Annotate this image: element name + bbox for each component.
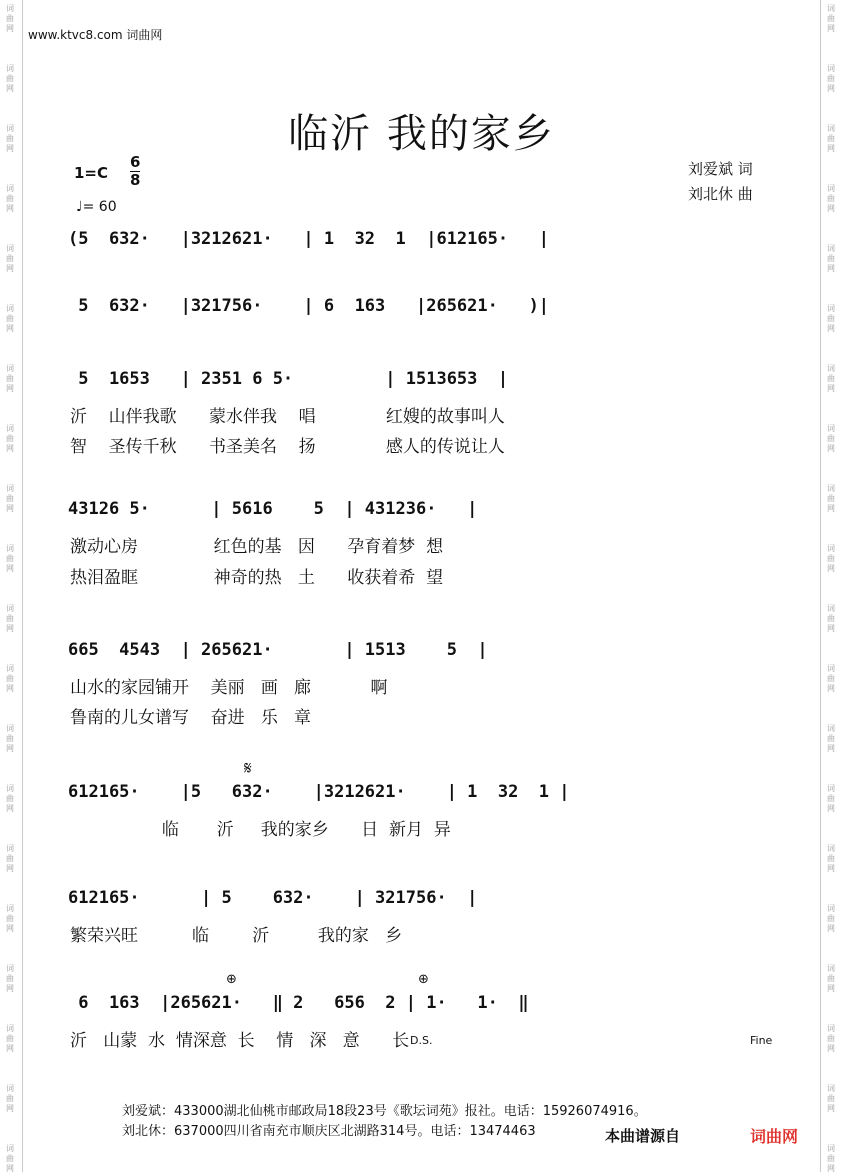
side-watermark-text: 词 曲 网 xyxy=(827,484,835,513)
side-watermark-text: 词 曲 网 xyxy=(827,1144,835,1173)
notes-line-8: 6 163 |265621· ‖ 2 656 2 | 1· 1· ‖ xyxy=(68,993,529,1013)
side-watermark-text: 词 曲 网 xyxy=(6,184,14,213)
side-watermark-text: 词 曲 网 xyxy=(6,544,14,573)
side-watermark-text: 词 曲 网 xyxy=(827,304,835,333)
lyrics-line-3-verse-2: 智 圣传千秋 书圣美名 扬 感人的传说让人 xyxy=(70,437,505,457)
song-title: 临沂 我的家乡 xyxy=(288,111,555,157)
side-watermark-text: 词 曲 网 xyxy=(6,1084,14,1113)
coda-sign-2: ⊕ xyxy=(418,972,429,987)
side-watermark-text: 词 曲 网 xyxy=(827,64,835,93)
notes-line-4: 43126 5· | 5616 5 | 431236· | xyxy=(68,499,478,519)
side-watermark-text: 词 曲 网 xyxy=(6,304,14,333)
lyrics-line-3-verse-1: 沂 山伴我歌 蒙水伴我 唱 红嫂的故事叫人 xyxy=(70,407,505,427)
side-watermark-text: 词 曲 网 xyxy=(6,964,14,993)
side-watermark-text: 词 曲 网 xyxy=(6,244,14,273)
notes-line-2: 5 632· |321756· | 6 163 |265621· )| xyxy=(68,296,550,316)
side-watermark-text: 词 曲 网 xyxy=(6,1024,14,1053)
site-logo: 词曲网 xyxy=(750,1127,799,1146)
lyrics-line-4-verse-1: 激动心房 红色的基 因 孕育着梦 想 xyxy=(70,537,444,557)
side-watermark-text: 词 曲 网 xyxy=(827,1024,835,1053)
side-watermark-text: 词 曲 网 xyxy=(6,664,14,693)
lyrics-line-6: 临 沂 我的家乡 日 新月 异 xyxy=(70,820,451,840)
notes-line-6: 612165· |5 632· |3212621· | 1 32 1 | xyxy=(68,782,570,802)
side-watermark-text: 词 曲 网 xyxy=(827,4,835,33)
side-watermark-text: 词 曲 网 xyxy=(827,724,835,753)
side-watermark-text: 词 曲 网 xyxy=(6,484,14,513)
time-bottom: 8 xyxy=(130,171,141,189)
side-watermark-text: 词 曲 网 xyxy=(827,544,835,573)
composer-credit: 刘北休 曲 xyxy=(688,185,753,203)
side-watermark-text: 词 曲 网 xyxy=(827,364,835,393)
footer-lyricist-address: 刘爱斌：433000湖北仙桃市邮政局18段23号《歌坛词苑》报社。电话：15926074916。 xyxy=(122,1104,647,1119)
notes-line-1: (5 632· |3212621· | 1 32 1 |612165· | xyxy=(68,229,550,249)
tempo-mark: ♩= 60 xyxy=(76,199,117,215)
side-watermark-text: 词 曲 网 xyxy=(827,124,835,153)
side-watermark-text: 词 曲 网 xyxy=(827,244,835,273)
notes-line-3: 5 1653 | 2351 6 5· | 1513653 | xyxy=(68,369,509,389)
side-watermark-text: 词 曲 网 xyxy=(827,184,835,213)
side-watermark-text: 词 曲 网 xyxy=(6,1144,14,1173)
lyrics-line-5-verse-2: 鲁南的儿女谱写 奋进 乐 章 xyxy=(70,708,312,728)
side-watermark-text: 词 曲 网 xyxy=(6,4,14,33)
side-watermark-text: 词 曲 网 xyxy=(6,844,14,873)
lyrics-line-7: 繁荣兴旺 临 沂 我的家 乡 xyxy=(70,926,403,946)
side-watermark-text: 词 曲 网 xyxy=(827,904,835,933)
side-watermark-text: 词 曲 网 xyxy=(6,424,14,453)
lyrics-line-5-verse-1: 山水的家园铺开 美丽 画 廊 啊 xyxy=(70,678,388,698)
footer-composer-address: 刘北休：637000四川省南充市顺庆区北湖路314号。电话：13474463 xyxy=(122,1124,536,1139)
source-label: 本曲谱源自 xyxy=(605,1127,681,1145)
site-watermark: www.ktvc8.com 词曲网 xyxy=(28,28,163,42)
notes-line-7: 612165· | 5 632· | 321756· | xyxy=(68,888,478,908)
time-top: 6 xyxy=(130,153,141,171)
fine-mark: Fine xyxy=(750,1034,773,1047)
side-watermark-text: 词 曲 网 xyxy=(6,364,14,393)
notes-line-5: 665 4543 | 265621· | 1513 5 | xyxy=(68,640,488,660)
coda-sign-1: ⊕ xyxy=(226,972,237,987)
ds-mark: D.S. xyxy=(410,1034,433,1047)
side-watermark-text: 词 曲 网 xyxy=(827,964,835,993)
side-watermark-text: 词 曲 网 xyxy=(827,1084,835,1113)
side-watermark-text: 词 曲 网 xyxy=(827,784,835,813)
side-watermark-text: 词 曲 网 xyxy=(6,784,14,813)
side-watermark-text: 词 曲 网 xyxy=(6,724,14,753)
segno-sign: 𝄋 xyxy=(244,758,252,779)
side-watermark-text: 词 曲 网 xyxy=(6,124,14,153)
side-watermark-text: 词 曲 网 xyxy=(827,664,835,693)
key-signature: 1=C xyxy=(74,164,109,182)
side-watermark-text: 词 曲 网 xyxy=(827,844,835,873)
lyrics-line-4-verse-2: 热泪盈眶 神奇的热 土 收获着希 望 xyxy=(70,568,444,588)
side-watermark-text: 词 曲 网 xyxy=(827,424,835,453)
side-watermark-text: 词 曲 网 xyxy=(6,64,14,93)
lyrics-line-8: 沂 山蒙 水 情深意 长 情 深 意 长 xyxy=(70,1031,410,1051)
side-watermark-text: 词 曲 网 xyxy=(827,604,835,633)
side-watermark-text: 词 曲 网 xyxy=(6,904,14,933)
side-watermark-text: 词 曲 网 xyxy=(6,604,14,633)
lyricist-credit: 刘爱斌 词 xyxy=(688,160,753,178)
